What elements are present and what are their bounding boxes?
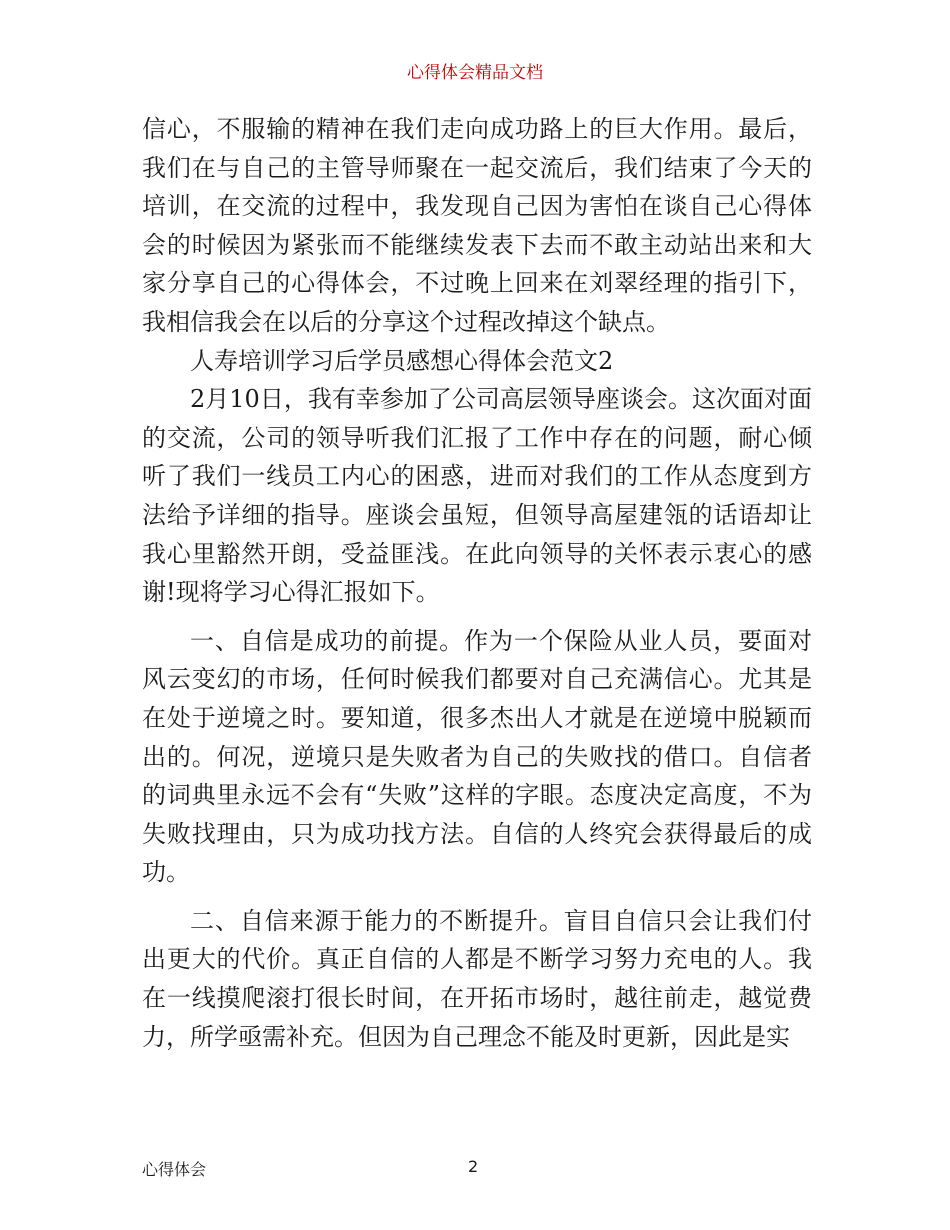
document-body [142, 110, 812, 1056]
footer-label: 心得体会 [142, 1160, 207, 1179]
paragraph-point-one: 一、自信是成功的前提。作为一个保险从业人员，要面对风云变幻的市场，任何时候我们都要对自己充满信心。尤其是在处于逆境之时。要知道，很多杰出人才就是在逆境中脱颖而出的。何况，逆境只是失败者为自己的失败找的借口。自信者的词典里永远不会有“失败”这样的字眼。态度决定高度，不为失败找理由，只为成功找方法。自信的人终究会获得最后的成功。 [142, 626, 812, 887]
page-number: 2 [468, 1157, 479, 1176]
paragraph-continuation: 信心，不服输的精神在我们走向成功路上的巨大作用。最后，我们在与自己的主管导师聚在一起交流后，我们结束了今天的培训，在交流的过程中，我发现自己因为害怕在谈自己心得体会的时候因为紧张而不能继续发表下去而不敢主动站出来和大家分享自己的心得体会，不过晚上回来在刘翠经理的指引下，我相信我会在以后的分享这个过程改掉这个缺点。 [142, 115, 812, 336]
paragraph-point-two: 二、自信来源于能力的不断提升。盲目自信只会让我们付出更大的代价。真正自信的人都是不断学习努力充电的人。我在一线摸爬滚打很长时间，在开拓市场时，越往前走，越觉费力，所学亟需补充。但因为自己理念不能及时更新，因此是实 [142, 906, 812, 1051]
paragraph-intro: 2月10日，我有幸参加了公司高层领导座谈会。这次面对面的交流，公司的领导听我们汇报了工作中存在的问题，耐心倾听了我们一线员工内心的困惑，进而对我们的工作从态度到方法给予详细的指导。座谈会虽短，但领导高屋建瓴的话语却让我心里豁然开朗，受益匪浅。在此向领导的关怀表示衷心的感谢!现将学习心得汇报如下。 [142, 385, 812, 607]
page-header-title: 心得体会精品文档 [407, 63, 543, 83]
section-title: 人寿培训学习后学员感想心得体会范文2 [190, 346, 614, 375]
